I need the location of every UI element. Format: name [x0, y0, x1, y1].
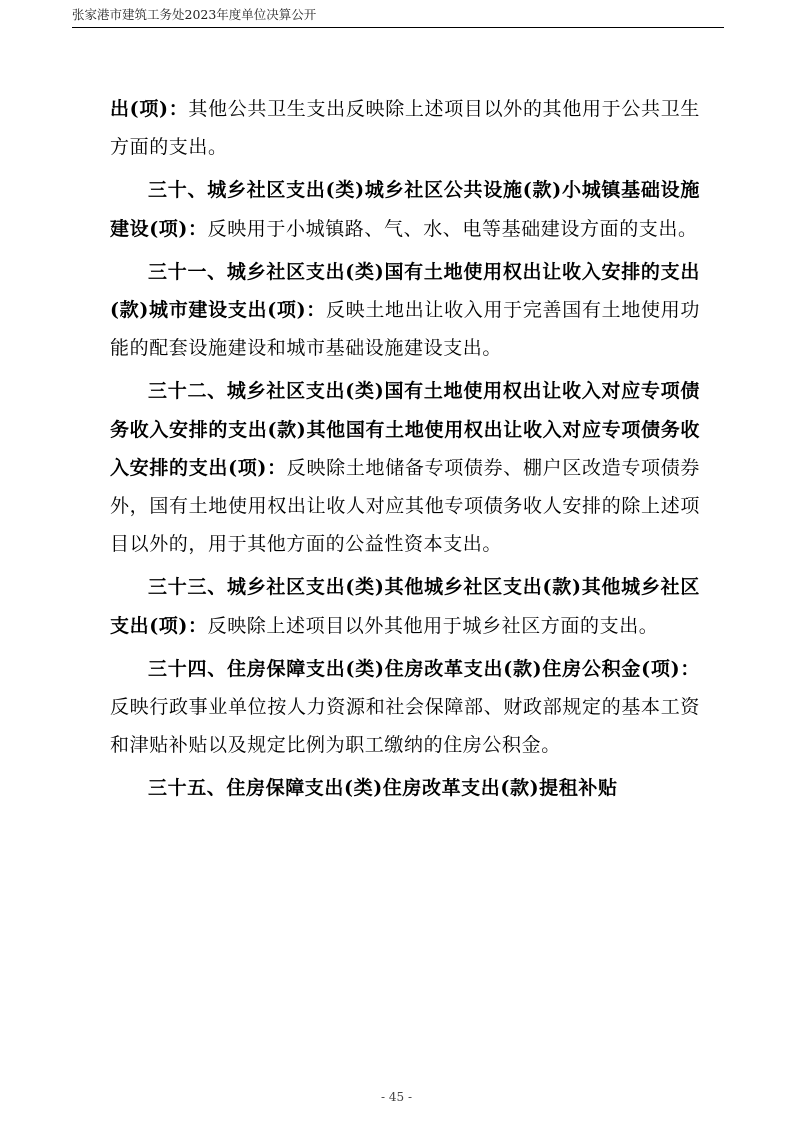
paragraph	[110, 650, 700, 765]
paragraph	[110, 253, 700, 368]
item-text: 反映除土地储备专项债券、棚户区改造专项债券外，国有土地使用权出让收人对应其他专项债务收人安排的除上述项目以外的，用于其他方面的公益性资本支出。	[110, 456, 701, 556]
item-text: 反映行政事业单位按人力资源和社会保障部、财政部规定的基本工资和津贴补贴以及规定比例为职工缴纳的住房公积金。	[110, 696, 700, 757]
item-heading: 三十四、住房保障支出(类)住房改革支出(款)住房公积金(项)：	[148, 657, 700, 680]
item-text: 其他公共卫生支出反映除上述项目以外的其他用于公共卫生方面的支出。	[110, 98, 700, 159]
paragraph	[110, 769, 700, 807]
header-rule	[72, 27, 724, 28]
item-heading: 三十三、城乡社区支出(类)其他城乡社区支出(款)其他城乡社区支出(项)：	[110, 576, 700, 637]
item-heading: 出(项)：	[110, 98, 189, 120]
paragraph	[110, 90, 700, 166]
document-body	[110, 90, 700, 813]
item-heading: 三十二、城乡社区支出(类)国有土地使用权出让收入对应专项债务收入安排的支出(款)其他国有土地使用权出让收入对应专项债务收入安排的支出(项)：	[110, 380, 700, 479]
page-header	[72, 6, 724, 28]
paragraph	[110, 171, 700, 247]
paragraph	[110, 372, 700, 563]
paragraph	[110, 568, 700, 644]
item-heading: 三十、城乡社区支出(类)城乡社区公共设施(款)小城镇基础设施建设(项)：	[110, 179, 700, 240]
item-heading: 三十一、城乡社区支出(类)国有土地使用权出让收入安排的支出(款)城市建设支出(项)：	[110, 260, 700, 322]
header-title: 张家港市建筑工务处2023年度单位决算公开	[72, 7, 317, 22]
item-text: 反映土地出让收入用于完善国有土地使用功能的配套设施建设和城市基础设施建设支出。	[110, 299, 700, 360]
page-number: - 45 -	[380, 1090, 412, 1104]
item-text: 反映用于小城镇路、气、水、电等基础建设方面的支出。	[207, 217, 698, 240]
item-heading: 三十五、住房保障支出(类)住房改革支出(款)提租补贴	[148, 777, 618, 800]
item-text: 反映除上述项目以外其他用于城乡社区方面的支出。	[207, 614, 659, 637]
